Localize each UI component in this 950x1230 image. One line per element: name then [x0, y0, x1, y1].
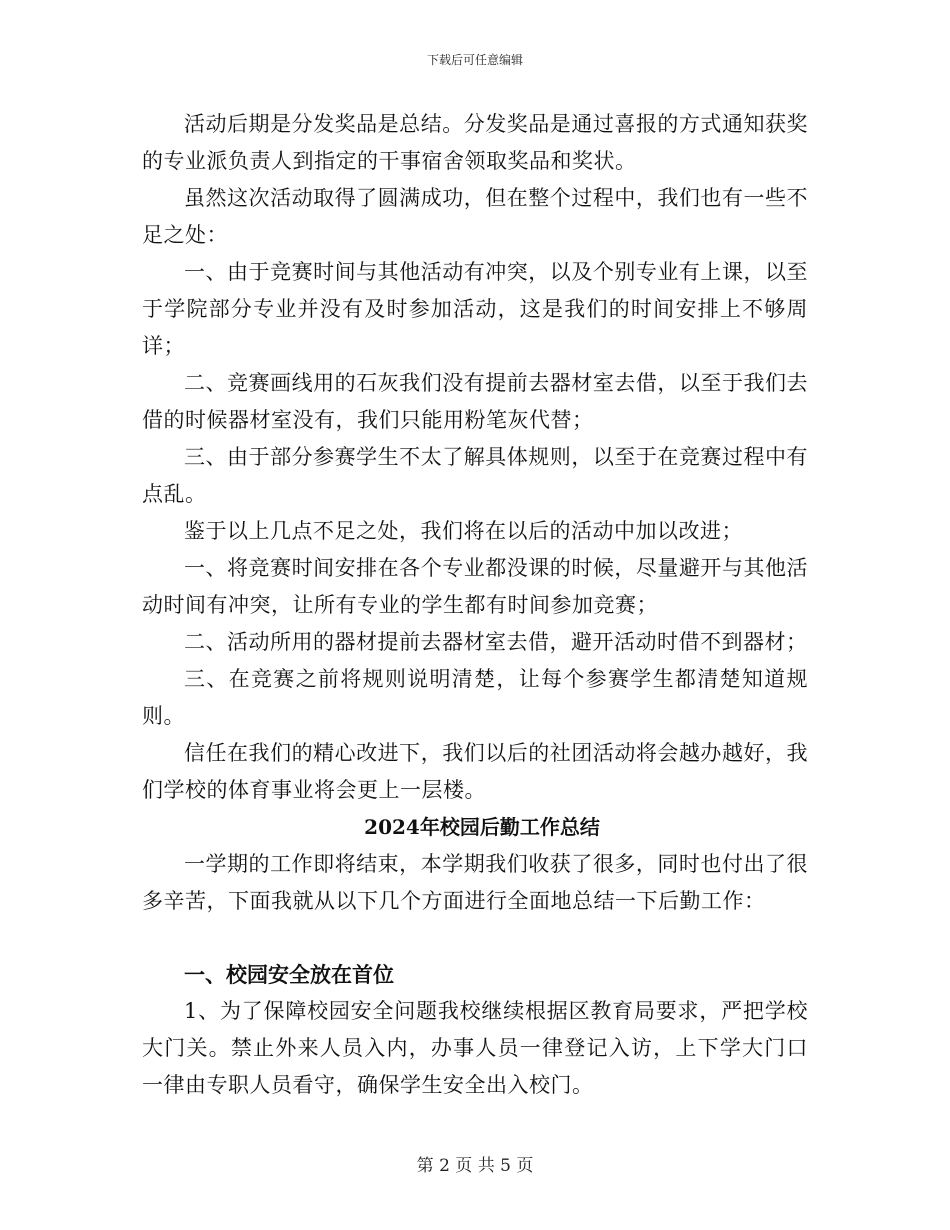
paragraph-improvement-1: 一、将竞赛时间安排在各个专业都没课的时候，尽量避开与其他活动时间有冲突，让所有专业的学生都有时间参加竞赛；: [142, 556, 808, 617]
paragraph-award-distribution: 活动后期是分发奖品是总结。分发奖品是通过喜报的方式通知获奖的专业派负责人到指定的干事宿舍领取奖品和奖状。: [142, 112, 808, 173]
paragraph-conclusion: 信任在我们的精心改进下，我们以后的社团活动将会越办越好，我们学校的体育事业将会更上一层楼。: [142, 741, 808, 802]
document-body: [142, 106, 808, 1104]
paragraph-shortcoming-1: 一、由于竞赛时间与其他活动有冲突，以及个别专业有上课，以至于学院部分专业并没有及时参加活动，这是我们的时间安排上不够周详；: [142, 260, 808, 358]
paragraph-improvements-intro: 鉴于以上几点不足之处，我们将在以后的活动中加以改进；: [184, 519, 743, 543]
paragraph-shortcoming-3: 三、由于部分参赛学生不太了解具体规则，以至于在竞赛过程中有点乱。: [142, 445, 808, 506]
section-title: 2024年校园后勤工作总结: [364, 815, 600, 839]
paragraph-improvement-2: 二、活动所用的器材提前去器材室去借，避开活动时借不到器材；: [184, 630, 808, 654]
page-header: 下载后可任意编辑: [426, 53, 523, 67]
page-footer: 第 2 页 共 5 页: [416, 1156, 534, 1176]
blank-line: [142, 920, 808, 956]
paragraph-improvement-3: 三、在竞赛之前将规则说明清楚，让每个参赛学生都清楚知道规则。: [142, 667, 808, 728]
paragraph-shortcoming-2: 二、竞赛画线用的石灰我们没有提前去器材室去借，以至于我们去借的时候器材室没有，我们只能用粉笔灰代替；: [142, 371, 808, 432]
paragraph-shortcomings-intro: 虽然这次活动取得了圆满成功，但在整个过程中，我们也有一些不足之处：: [142, 186, 808, 247]
paragraph-safety-item-1: 1、为了保障校园安全问题我校继续根据区教育局要求，严把学校大门关。禁止外来人员入内，办事人员一律登记入访，上下学大门口一律由专职人员看守，确保学生安全出入校门。: [142, 999, 808, 1097]
section-heading-campus-safety: 一、校园安全放在首位: [184, 962, 394, 987]
paragraph-summary-intro: 一学期的工作即将结束，本学期我们收获了很多，同时也付出了很多辛苦，下面我就从以下几个方面进行全面地总结一下后勤工作：: [142, 852, 808, 913]
